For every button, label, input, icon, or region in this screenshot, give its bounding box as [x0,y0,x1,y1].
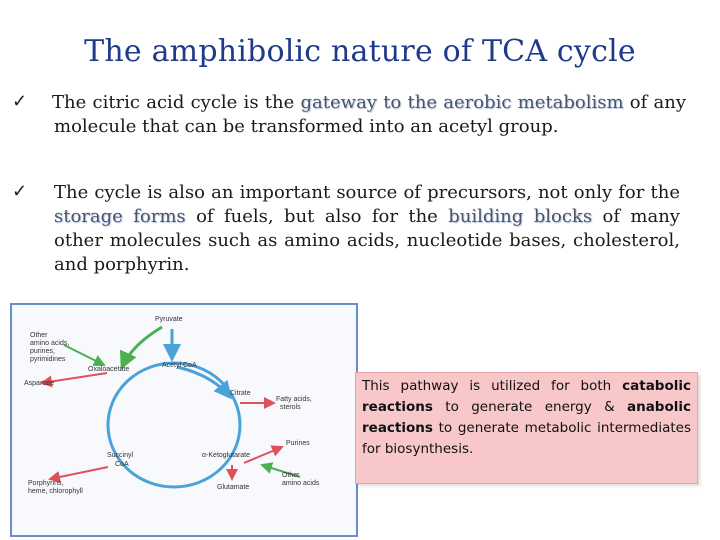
aa-in-arrow-top [64,345,104,365]
slide-title: The amphibolic nature of TCA cycle [84,34,636,69]
label-other-top-2: amino acids, [30,340,70,347]
tca-cycle-diagram [10,303,358,537]
bullet-2-highlight-building: building blocks [448,206,593,227]
bullet-2-text-mid: of fuels, but also for the [185,206,449,227]
bullet-1-text-end: of any molecule that can be transformed into an acetyl group. [54,92,687,137]
note-text-3: to generate metabolic intermediates for biosynthesis. [362,420,691,457]
label-purines: Purines [286,440,310,447]
bullet-2 [54,181,680,277]
label-aspartate: Aspartate [24,380,54,387]
bullet-2-text-end: of many other molecules such as amino acids, nucleotide bases, cholesterol, and porphyrin. [54,206,680,275]
label-other-top-1: Other [30,332,48,339]
label-succinyl-coa-2: CoA [115,461,129,468]
bullet-2-text: The cycle is also an important source of precursors, not only for the [54,182,680,203]
anaplerotic-arrow [122,327,162,367]
note-catabolic: catabolic reactions [362,378,691,415]
label-other-bottom-1: Other [282,472,300,479]
note-anabolic: anabolic reactions [362,399,691,436]
label-oxaloacetate: Oxaloacetate [88,366,130,373]
checkmark-icon: ✓ [12,181,28,202]
note-text-2: to generate energy & [432,399,627,415]
bullet-1-text: The citric acid cycle is the [52,92,301,113]
cycle-ring [108,363,240,487]
label-pyruvate: Pyruvate [155,316,183,323]
label-other-top-3: purines, [30,348,55,355]
label-porphyrins: Porphyrins, [28,480,64,487]
label-citrate: Citrate [230,390,251,397]
label-ketoglutarate: α-Ketoglutarate [202,452,251,459]
tca-cycle-svg [12,305,356,535]
bullet-1 [54,91,686,139]
label-other-bottom-2: amino acids [282,480,320,487]
porphyrins-arrow [50,467,108,479]
checkmark-icon: ✓ [12,91,28,112]
label-succinyl-coa: Succinyl [107,452,134,459]
bullet-2-highlight-storage: storage forms [54,206,186,227]
label-acetyl-coa: Acetyl CoA [162,362,197,369]
label-glutamate: Glutamate [217,484,250,491]
note-box [355,372,698,484]
label-other-top-4: pyrimidines [30,356,66,363]
label-heme: heme, chlorophyll [28,488,83,495]
label-fatty-acids: Fatty acids, [276,396,312,403]
note-text-1: This pathway is utilized for both [362,378,623,394]
label-sterols: sterols [280,404,301,411]
bullet-1-highlight: gateway to the aerobic metabolism [300,92,624,113]
